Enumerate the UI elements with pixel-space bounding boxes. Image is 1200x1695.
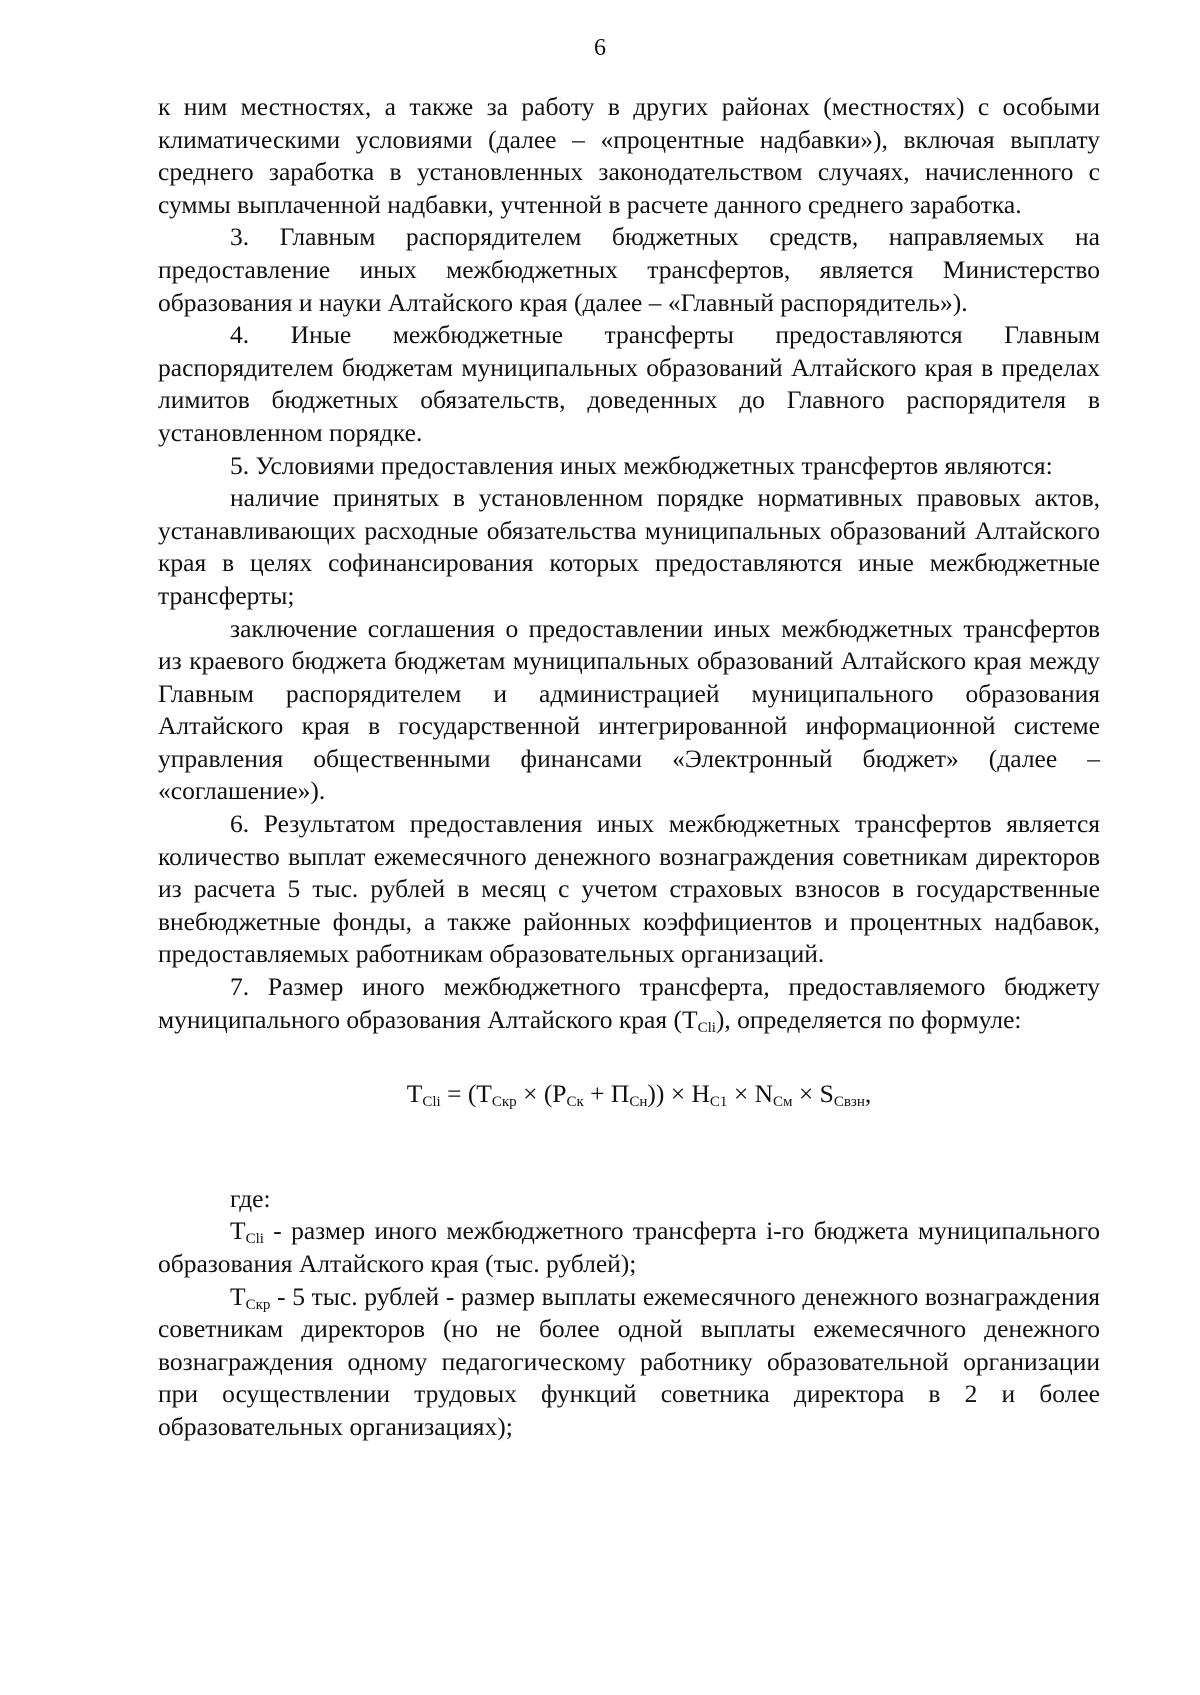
formula-part: Т <box>406 1079 423 1109</box>
definition-text: - 5 тыс. рублей - размер выплаты ежемесячного денежного вознаграждения советникам директоров (но не более одной выплаты ежемесячного денежного вознаграждения одному педагогическому работнику образовательной организации при осуществлении трудовых функций советника директора в 2 и более образовательных организациях); <box>158 1281 1100 1441</box>
formula-subscript: С1 <box>709 1094 728 1111</box>
paragraph-3: 3. Главным распорядителем бюджетных средств, направляемых на предоставление иных межбюджетных трансфертов, является Министерство образования и науки Алтайского края (далее – «Главный распорядитель»). <box>158 222 1100 317</box>
symbol: Т <box>230 1281 246 1311</box>
symbol: Т <box>681 1004 698 1034</box>
formula-part: × N <box>727 1079 773 1109</box>
paragraph-7-text-end: ), определяется по формуле: <box>715 1004 1022 1034</box>
formula-subscript: Свзн <box>833 1094 865 1111</box>
paragraph-continuation: к ним местностях, а также за работу в других районах (местностях) с особыми климатическими условиями (далее – «процентные надбавки»), включая выплату среднего заработка в установленных законодательством случаях, начисленного с суммы выплаченной надбавки, учтенной в расчете данного среднего заработка. <box>158 92 1100 219</box>
paragraph-5-condition-2: заключение соглашения о предоставлении иных межбюджетных трансфертов из краевого бюджета бюджетам муниципальных образований Алтайского края между Главным распорядителем и администрацией муниципального образования Алтайского края в государственной интегрированной информационной системе управления общественными финансами «Электронный бюджет» (далее – «соглашение»). <box>158 613 1100 806</box>
symbol-subscript: Сli <box>697 1019 716 1036</box>
formula-part: = (Т <box>440 1079 492 1109</box>
definition-1 <box>158 1215 1100 1280</box>
definition-2 <box>158 1281 1100 1444</box>
formula-part: × (Р <box>516 1079 567 1109</box>
formula <box>158 1078 1100 1111</box>
paragraph-5-condition-1: наличие принятых в установленном порядке нормативных правовых актов, устанавливающих расходные обязательства муниципальных образований Алтайского края в целях софинансирования которых предоставляются иные межбюджетные трансферты; <box>158 483 1100 610</box>
formula-part: , <box>864 1079 872 1109</box>
formula-subscript: Ск <box>566 1094 584 1111</box>
paragraph-6: 6. Результатом предоставления иных межбюджетных трансфертов является количество выплат ежемесячного денежного вознаграждения советникам директоров из расчета 5 тыс. рублей в месяц с учетом страховых взносов в государственные внебюджетные фонды, а также районных коэффициентов и процентных надбавок, предоставляемых работникам образовательных организаций. <box>158 809 1100 969</box>
formula-subscript: Сli <box>422 1094 441 1111</box>
formula-part: × S <box>792 1079 834 1109</box>
formula-part: )) × Н <box>647 1079 710 1109</box>
symbol-subscript: Скр <box>245 1296 271 1313</box>
document-body <box>158 91 1100 1444</box>
symbol-subscript: Сli <box>245 1231 264 1248</box>
paragraph-4: 4. Иные межбюджетные трансферты предоставляются Главным распорядителем бюджетам муниципальных образований Алтайского края в пределах лимитов бюджетных обязательств, доведенных до Главного распорядителя в установленном порядке. <box>158 320 1100 447</box>
paragraph-7-text-start: 7. Размер иного межбюджетного трансферта, предоставляемого бюджету муниципального образования Алтайского края ( <box>158 972 1100 1034</box>
definition-text: - размер иного межбюджетного трансферта i-го бюджета муниципального образования Алтайского края (тыс. рублей); <box>158 1216 1100 1278</box>
symbol: Т <box>230 1216 246 1246</box>
formula-subscript: Скр <box>491 1094 517 1111</box>
formula-subscript: Сн <box>629 1094 648 1111</box>
formula-subscript: См <box>772 1094 793 1111</box>
paragraph-5: 5. Условиями предоставления иных межбюджетных трансфертов являются: <box>230 450 1053 480</box>
page-number: 6 <box>594 35 606 61</box>
formula-part: + П <box>583 1079 630 1109</box>
paragraph-7 <box>158 971 1100 1036</box>
where-label: где: <box>230 1183 271 1213</box>
